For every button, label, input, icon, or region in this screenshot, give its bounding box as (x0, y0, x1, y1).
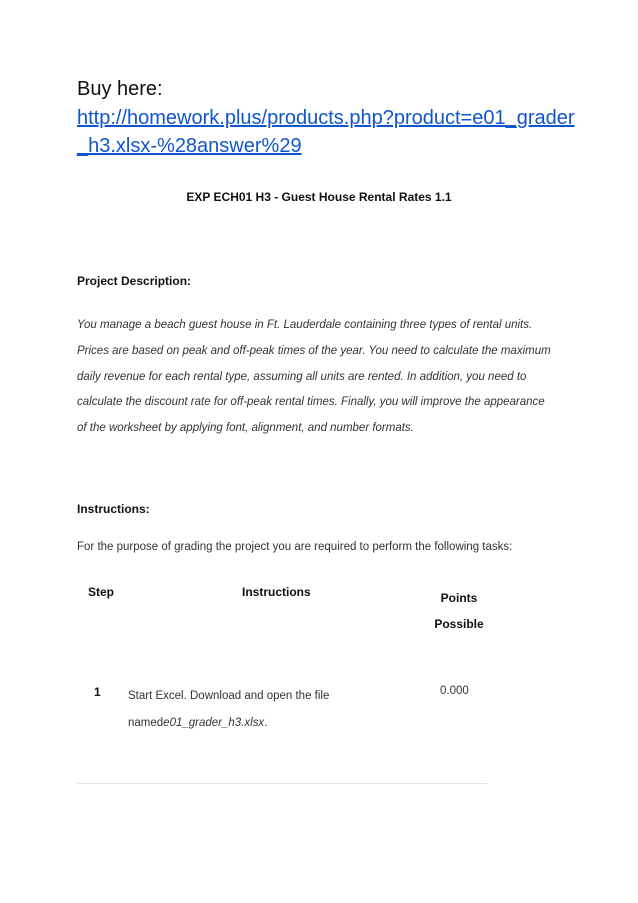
footer-divider (77, 783, 487, 784)
product-link[interactable]: http://homework.plus/products.php?product=e01_grader_h3.xlsx-%28answer%29 (77, 107, 575, 157)
table-row-points: 0.000 (440, 685, 469, 697)
instructions-intro: For the purpose of grading the project you are required to perform the following tasks: (77, 541, 513, 553)
buy-here-label: Buy here: (77, 78, 163, 100)
project-description-text: You manage a beach guest house in Ft. Lauderdale containing three types of rental units. Prices are based on peak and off-peak times of the year. You need to calculate the maximum daily revenue for each rental type, assuming all units are rented. In addition, you need to calculate the discount rate for off-peak rental times. Finally, you will improve the appearance of the worksheet by applying font, alignment, and number formats. (77, 319, 551, 435)
column-header-instructions: Instructions (242, 585, 311, 599)
instruction-text-end: . (264, 717, 268, 729)
column-header-step: Step (88, 585, 115, 599)
instruction-text: Start Excel. Download and open the file named (128, 690, 330, 729)
instructions-heading: Instructions: (77, 502, 150, 516)
document-title: EXP ECH01 H3 - Guest House Rental Rates 1.1 (186, 190, 452, 204)
project-description-heading: Project Description: (77, 274, 192, 288)
instruction-file-name: e01_grader_h3.xlsx (163, 717, 265, 729)
table-row-step-number: 1 (94, 685, 101, 699)
column-header-points-possible: Points Possible (434, 591, 484, 631)
table-row-instruction (128, 683, 388, 737)
